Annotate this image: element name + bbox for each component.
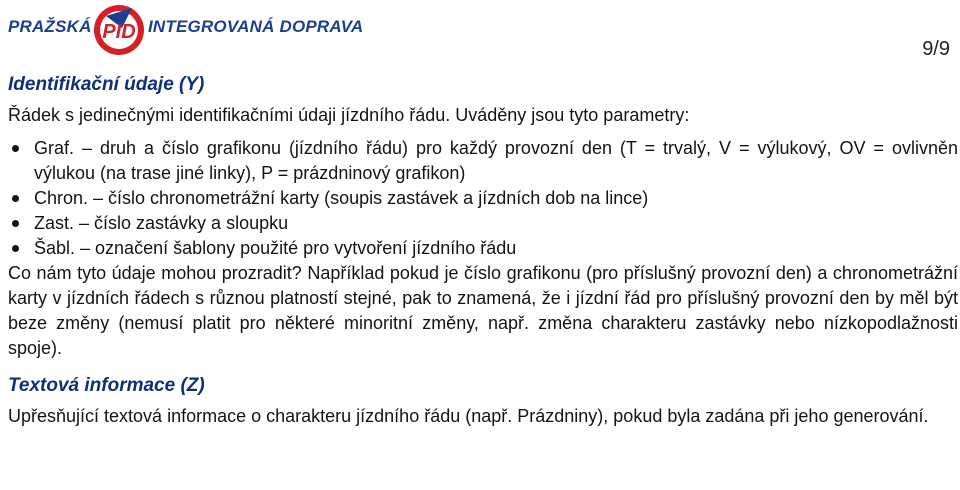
list-item: Zast. – číslo zastávky a sloupku [8,211,958,236]
brand-right: INTEGROVANÁ DOPRAVA [148,17,364,36]
logo-text: PID [102,21,136,43]
text-info-paragraph: Upřesňující textová informace o charakteru jízdního řádu (např. Prázdniny), pokud byla zadána při jeho generování. [8,406,929,426]
list-item: Chron. – číslo chronometrážní karty (soupis zastávek a jízdních dob na lince) [8,186,958,211]
section-heading-identification: Identifikační údaje (Y) [8,74,205,95]
page-number: 9/9 [922,38,950,60]
brand-left: PRAŽSKÁ [8,17,92,36]
section-intro: Řádek s jedinečnými identifikačními údaji jízdního řádu. Uváděny jsou tyto parametry: [8,105,690,125]
document-body [8,74,958,429]
list-item: Šabl. – označení šablony použité pro vytvoření jízdního řádu [8,236,958,261]
header [0,0,960,62]
pid-logo-icon [92,2,146,58]
explanation-paragraph: Co nám tyto údaje mohou prozradit? Například pokud je číslo grafikonu (pro příslušný provozní den) a chronometrážní karty v jízdních řádech s různou platností stejné, pak to znamená, že i jízdní řád pro příslušný provozní den by měl být beze změny (nemusí platit pro některé minoritní změny, např. změna charakteru zastávky nebo nízkopodlažnosti spoje). [8,263,958,358]
section-heading-text-info: Textová informace (Z) [8,375,205,396]
list-item: Graf. – druh a číslo grafikonu (jízdního řádu) pro každý provozní den (T = trvalý, V = výlukový, OV = ovlivněn výlukou (na trase jiné linky), P = prázdninový grafikon) [8,136,958,186]
parameter-list [8,136,958,261]
